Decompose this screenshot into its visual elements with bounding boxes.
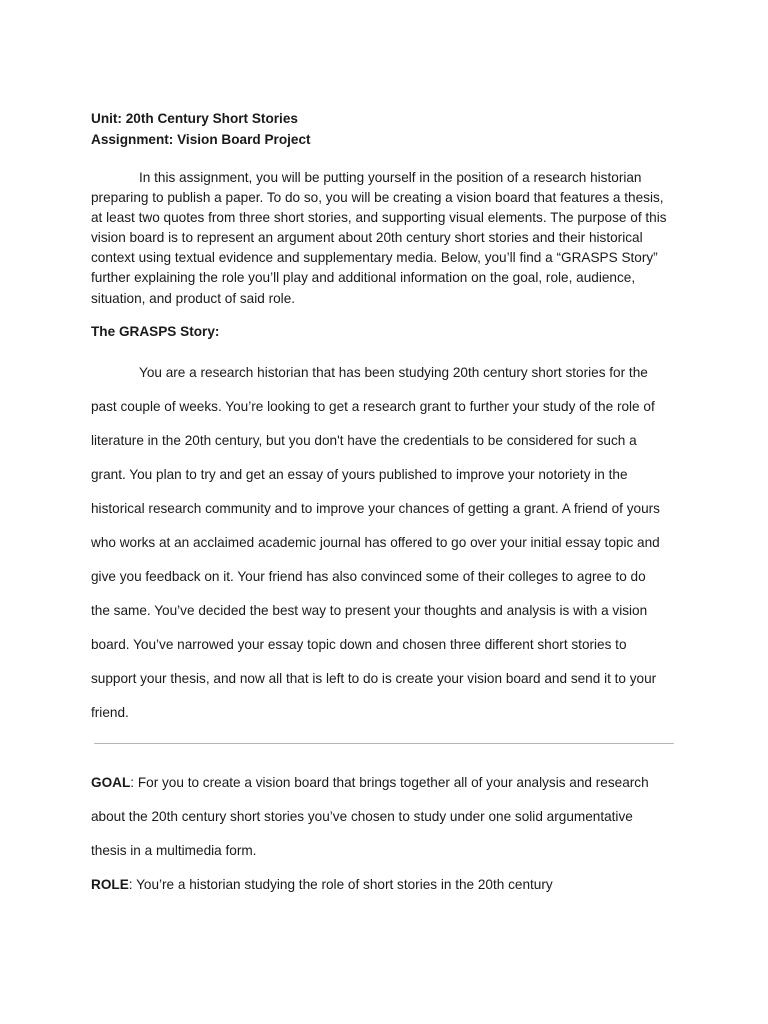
role-label: ROLE <box>91 877 129 892</box>
assignment-title: Assignment: Vision Board Project <box>91 132 311 147</box>
goal-label: GOAL <box>91 775 131 790</box>
story-line: You are a research historian that has been studying 20th century short stories for the <box>139 365 648 380</box>
role-line <box>91 868 681 902</box>
grasps-heading: The GRASPS Story: <box>91 324 220 339</box>
goal-line: thesis in a multimedia form. <box>91 843 257 858</box>
intro-line: context using textual evidence and supplementary media. Below, you’ll find a “GRASPS Story” <box>91 250 658 266</box>
intro-line: vision board is to represent an argument about 20th century short stories and their historical <box>91 230 643 246</box>
goal-text: : For you to create a vision board that brings together all of your analysis and research <box>130 775 649 790</box>
story-line: who works at an acclaimed academic journal has offered to go over your initial essay topic and <box>91 535 660 550</box>
story-line: past couple of weeks. You’re looking to get a research grant to further your study of the role of <box>91 399 655 414</box>
story-line: give you feedback on it. Your friend has also convinced some of their colleges to agree to do <box>91 569 646 584</box>
story-line: support your thesis, and now all that is left to do is create your vision board and send it to your <box>91 671 657 686</box>
grasps-story-paragraph <box>91 356 681 730</box>
story-line: historical research community and to improve your chances of getting a grant. A friend of yours <box>91 501 660 516</box>
goal-line: about the 20th century short stories you’ve chosen to study under one solid argumentative <box>91 809 633 824</box>
horizontal-divider <box>94 743 674 744</box>
intro-line: at least two quotes from three short stories, and supporting visual elements. The purpose of this <box>91 210 667 226</box>
goal-line <box>91 766 681 800</box>
story-line: grant. You plan to try and get an essay of yours published to improve your notoriety in the <box>91 467 628 482</box>
grasps-sections <box>91 766 681 902</box>
story-line: literature in the 20th century, but you don't have the credentials to be considered for such a <box>91 433 637 448</box>
intro-line: further explaining the role you’ll play and additional information on the goal, role, audience, <box>91 270 636 286</box>
story-line: the same. You’ve decided the best way to present your thoughts and analysis is with a vision <box>91 603 648 618</box>
intro-line: In this assignment, you will be putting yourself in the position of a research historian <box>139 170 642 185</box>
story-line: friend. <box>91 705 129 720</box>
intro-paragraph <box>91 168 681 309</box>
role-text: : You’re a historian studying the role of short stories in the 20th century <box>128 877 553 892</box>
intro-line: situation, and product of said role. <box>91 290 296 306</box>
unit-title: Unit: 20th Century Short Stories <box>91 111 298 126</box>
intro-line: preparing to publish a paper. To do so, you will be creating a vision board that features a thesis, <box>91 190 664 206</box>
story-line: board. You’ve narrowed your essay topic down and chosen three different short stories to <box>91 637 627 652</box>
